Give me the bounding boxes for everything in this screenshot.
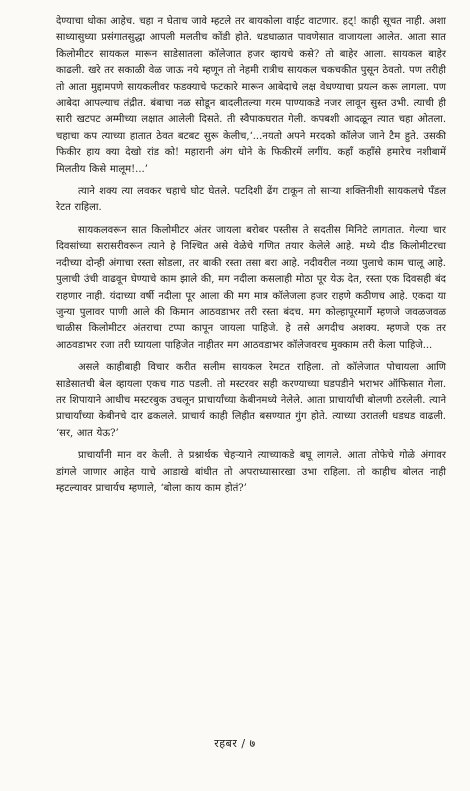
paragraph-1: देण्याचा धोका आहेच. चहा न घेताच जावे म्हटले तर बायकोला वाईट वाटणार. हट्! काही सूचत नाही. अशा साध्यासुध्या प्रसंगातसुद्धा आपली मलतीच कोंडी होते. धडधाळात पावणेसात वाजायला आलेत. आता सात किलोमीटर सायकल मारून साडेसातला कॉलेजात हजर व्हायचे कसे? तो बाहेर आला. सायकल बाहेर काढली. खरे तर सकाळी वेळ जाऊ नये म्हणून तो नेहमी रात्रीच सायकल चकचकीत पुसून ठेवतो. पण तरीही तो आता मुद्दामपणे सायकलीवर फडक्याचे फटकारे मारून आबेदाचे लक्ष वेधण्याचा प्रयत्न करू लागला. पण आबेदा आपल्याच तंद्रीत. बंबाचा नळ सोडून बादलीतल्या गरम पाण्याकडे नजर लावून सुस्त उभी. त्याची ही सारी खटपट अम्मीच्या लक्षात आलेली दिसते. ती स्वैपाकघरात गेली. कपबशी आदळून त्यात चहा ओतला. चहाचा कप त्याच्या हातात ठेवत बटबट सुरू केलीच,‘...नयतो अपने मरदको कॉलेज जाने टैम हुते. उसकी फिकीर हाय क्या देखो रांड को! महारानी अंग धोने के फिकीरमें लगींय. कहाँ कहाँसे हमारेच नशीबामें मिलतीय किसे मालूम!...’ (56, 16, 446, 175)
paragraph-2: त्याने शक्य त्या लवकर चहाचे घोट घेतले. पटदिशी ढेंग टाकून तो साऱ्या शक्तिनीशी सायकलचे पॅंडल रेटत राहिला. (56, 186, 446, 214)
page-footer: रहबर / ७ (214, 737, 256, 750)
paragraph-5: प्राचार्यांनी मान वर केली. ते प्रश्नार्थक चेहऱ्याने त्याच्याकडे बघू लागले. आता तोफेचे गोळे अंगावर डांगले जाणार आहेत याचे आडाखे बांधीत तो अपराध्यासारखा उभा राहिला. तो काहीच बोलत नाही म्हटल्यावर प्राचार्यच म्हणाले, ‘बोला काय काम होतं?’ (56, 450, 446, 494)
paragraph-4: असले काहीबाही विचार करीत सलीम सायकल रेमटत राहिला. तो कॉलेजात पोचायला आणि साडेसातची बेल व्हायला एकच गाठ पडली. तो मस्टरवर सही करण्याच्या घडपडीने भराभर ऑफिसात गेला. तर शिपायाने आधीच मस्टरबुक उचलून प्राचार्यांच्या केबीनमध्ये नेलेले. आता प्राचार्यांची बोलणी ठरलेली. त्याने प्राचार्यांच्या केबीनचे दार ढकलले. प्राचार्य काही लिहीत बसण्यात गुंग होते. त्याच्या उरातली धडधड वाढली. ‘सर, आत येऊ?’ (56, 362, 446, 439)
body-text (56, 14, 446, 497)
paragraph-3: सायकलवरून सात किलोमीटर अंतर जायला बरोबर पस्तीस ते सदतीस मिनिटे लागतात. गेल्या चार दिवसांच्या सरासरीवरून त्याने हे निश्चित असे वेळेचे गणित तयार केलेले आहे. मध्ये दीड किलोमीटरचा नदीच्या दोन्ही अंगाचा रस्ता सोडला, तर बाकी रस्ता तसा बरा आहे. नदीवरील नव्या पुलाचे काम चालू आहे. पुलाची उंची वाढवून घेण्याचे काम झाले की, मग नदीला कसलाही मोठा पूर येऊ देत, रस्ता एक दिवसही बंद राहणार नाही. यंदाच्या वर्षी नदीला पूर आला की मग मात्र कॉलेजला हजर राहणे कठीणच आहे. एकदा या जुन्या पुलावर पाणी आले की किमान आठवडाभर तरी रस्ता बंदच. मग कोल्हापूरमार्गे म्हणजे जवळजवळ चाळीस किलोमीटर अंतराचा टप्पा कापून जायला पाहिजे. हे तसे अगदीच अशक्य. म्हणजे एक तर आठवडाभर रजा तरी घ्यायला पाहिजेत नाहीतर मग आठवडाभर कॉलेजवरच मुक्काम तरी केला पाहिजे... (56, 224, 446, 351)
